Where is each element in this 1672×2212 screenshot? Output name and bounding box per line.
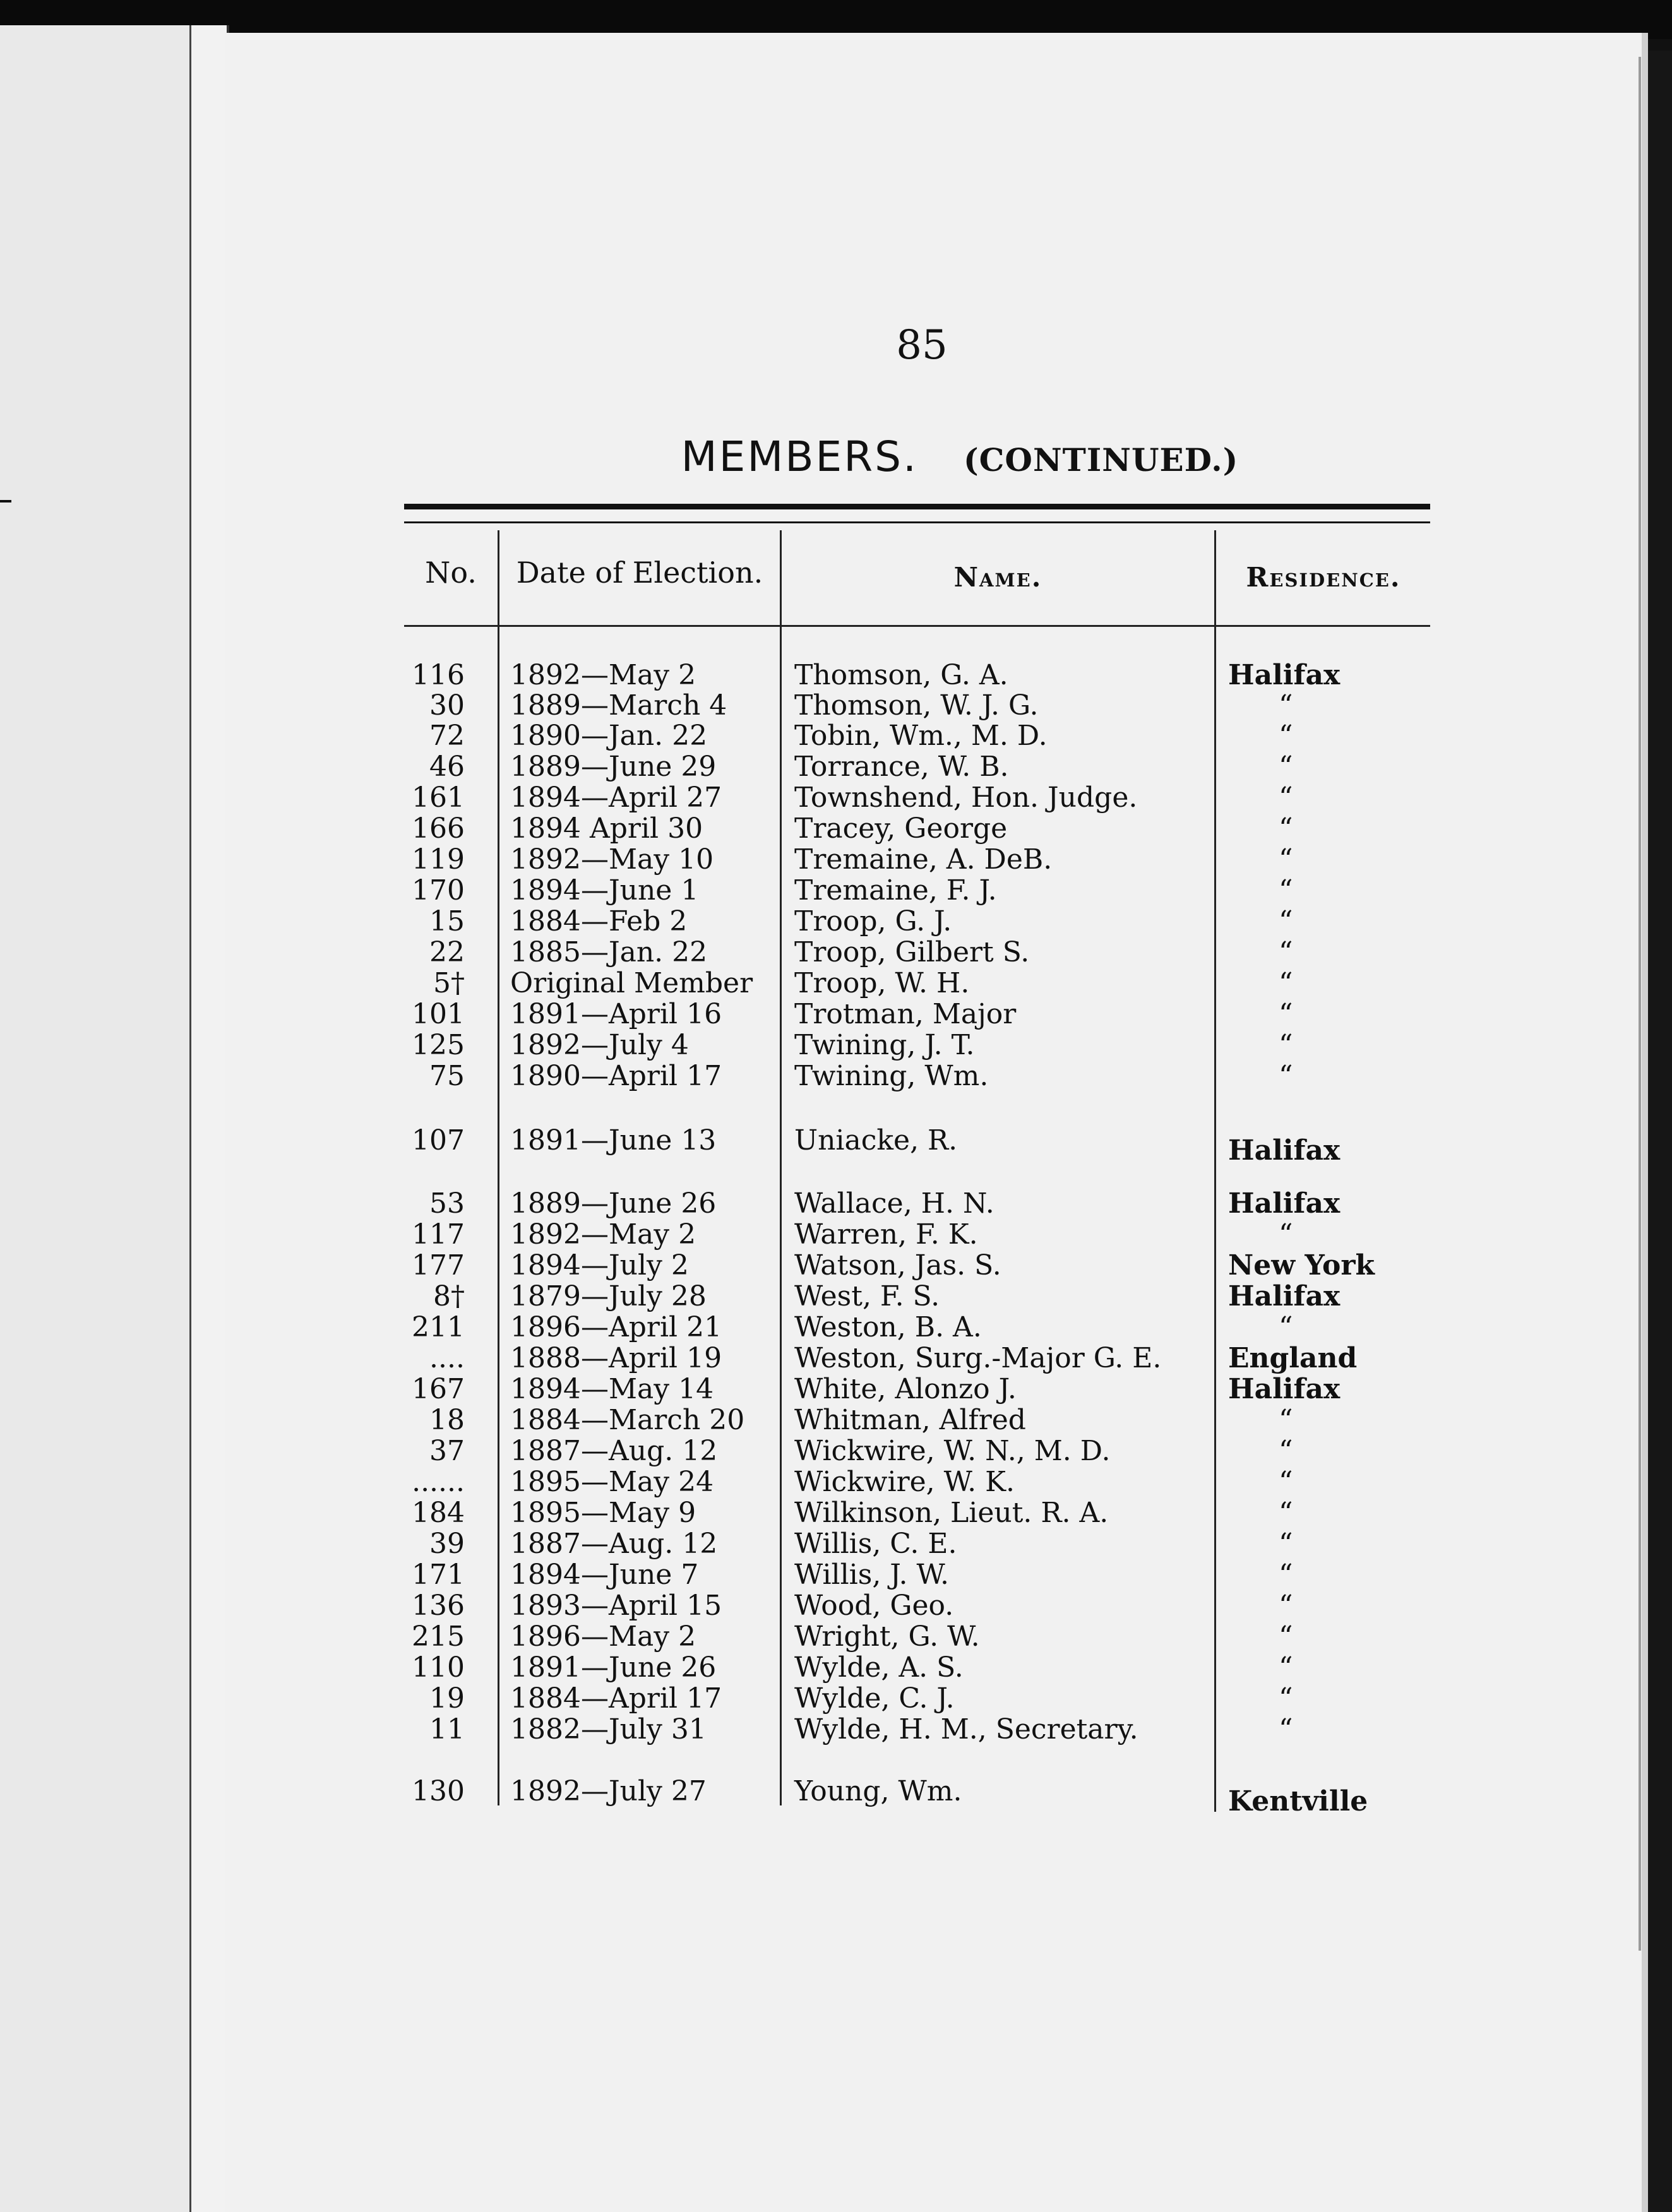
election-date: 1888—April 19 [510,1342,722,1374]
election-date: 1893—April 15 [510,1590,722,1622]
member-name: Townshend, Hon. Judge. [794,782,1138,814]
election-date: 1882—July 31 [510,1713,707,1745]
member-residence: “ [1279,1651,1293,1684]
table-row [0,1281,1421,1312]
table-row [0,1497,1421,1529]
member-number: 161 [412,782,465,814]
member-residence: Halifax [1228,1187,1341,1220]
member-number: 5† [433,967,465,999]
table-row [0,782,1421,814]
member-residence: “ [1279,1528,1293,1560]
table-row [0,1621,1421,1653]
table-row [0,813,1421,845]
member-residence: “ [1279,874,1293,907]
election-date: 1894—June 1 [510,874,699,907]
member-number: 18 [429,1404,465,1436]
table-row [0,1124,1421,1167]
member-name: Tracey, George [794,812,1008,845]
column-header-rule [404,625,1430,627]
member-name: Twining, J. T. [794,1029,975,1061]
member-number: 46 [429,751,465,783]
table-row [0,751,1421,783]
member-number: 22 [429,936,465,968]
member-name: Wilkinson, Lieut. R. A. [794,1497,1109,1529]
table-row [0,968,1421,999]
member-number: 15 [429,905,465,937]
member-number: 177 [412,1249,465,1281]
title-text: MEMBERS. [681,432,918,481]
member-number: 184 [412,1497,465,1529]
table-row [0,1652,1421,1684]
member-name: Whitman, Alfred [794,1404,1026,1436]
member-residence: New York [1228,1249,1375,1281]
table-row [0,1061,1421,1092]
header-no: No. [425,556,477,590]
member-name: Wallace, H. N. [794,1187,994,1220]
member-name: Troop, Gilbert S. [794,936,1030,968]
member-number: 119 [412,843,465,876]
table-row [0,999,1421,1030]
member-residence: “ [1279,1060,1293,1092]
member-number: 101 [412,998,465,1030]
header-rule-thick [404,504,1430,509]
member-name: Weston, Surg.-Major G. E. [794,1342,1162,1374]
member-residence: “ [1279,998,1293,1030]
election-date: 1889—June 29 [510,751,717,783]
member-residence: “ [1279,1590,1293,1622]
member-number: 37 [429,1435,465,1467]
member-residence: Halifax [1228,1373,1341,1405]
member-residence: “ [1279,1029,1293,1061]
election-date: 1884—Feb 2 [510,905,688,937]
member-number: 215 [412,1620,465,1653]
election-date: 1887—Aug. 12 [510,1435,718,1467]
member-name: Willis, J. W. [794,1559,950,1591]
election-date: 1895—May 24 [510,1466,714,1498]
election-date: 1890—April 17 [510,1060,722,1092]
member-name: Troop, G. J. [794,905,952,937]
member-number: 211 [412,1311,465,1343]
member-residence: “ [1279,1466,1293,1498]
member-number: 19 [429,1682,465,1715]
member-number: 53 [429,1187,465,1220]
table-row [0,1466,1421,1498]
member-number: 125 [412,1029,465,1061]
table-row [0,1528,1421,1560]
member-residence: Halifax [1228,1280,1341,1312]
member-name: Tremaine, F. J. [794,874,997,907]
member-residence: “ [1279,812,1293,845]
member-name: Trotman, Major [794,998,1017,1030]
member-residence: “ [1279,751,1293,783]
election-date: 1894—April 27 [510,782,722,814]
table-row [0,1312,1421,1343]
election-date: 1891—June 13 [510,1124,717,1157]
member-number: 170 [412,874,465,907]
member-residence: “ [1279,1682,1293,1715]
member-residence: “ [1279,1559,1293,1591]
member-residence: “ [1279,1497,1293,1529]
member-number: 8† [433,1280,465,1312]
member-residence: “ [1279,1620,1293,1653]
election-date: 1889—March 4 [510,689,727,722]
table-row [0,875,1421,907]
member-name: Wood, Geo. [794,1590,954,1622]
member-residence: Halifax [1228,1134,1341,1167]
member-name: Thomson, G. A. [794,659,1008,691]
table-row [0,660,1421,691]
member-name: Tobin, Wm., M. D. [794,720,1048,752]
member-name: White, Alonzo J. [794,1373,1017,1405]
member-residence: “ [1279,967,1293,999]
member-name: Warren, F. K. [794,1218,978,1251]
member-name: Thomson, W. J. G. [794,689,1039,722]
table-row [0,1188,1421,1220]
election-date: 1889—June 26 [510,1187,717,1220]
member-residence: “ [1279,689,1293,722]
table-row [0,937,1421,968]
table-row [0,690,1421,722]
member-residence: “ [1279,1713,1293,1745]
member-residence: “ [1279,782,1293,814]
table-row [0,1559,1421,1591]
member-residence: Halifax [1228,659,1341,691]
table-row [0,1405,1421,1436]
member-number: 39 [429,1528,465,1560]
member-name: Wylde, A. S. [794,1651,964,1684]
table-row [0,1590,1421,1622]
member-residence: “ [1279,1435,1293,1467]
member-residence: “ [1279,1311,1293,1343]
table-row [0,1250,1421,1281]
election-date: 1885—Jan. 22 [510,936,708,968]
table-row [0,1374,1421,1405]
member-number: 117 [412,1218,465,1251]
header-residence: Residence. [1246,562,1401,593]
table-row [0,1775,1421,1817]
election-date: 1892—July 4 [510,1029,689,1061]
member-number: 11 [429,1713,465,1745]
member-number: 72 [429,720,465,752]
page-edge [1639,57,1641,1951]
table-row [0,720,1421,752]
election-date: 1894—May 14 [510,1373,714,1405]
table-row [0,1219,1421,1251]
election-date: 1890—Jan. 22 [510,720,708,752]
member-number: 30 [429,689,465,722]
member-name: Wickwire, W. K. [794,1466,1015,1498]
header-rule-thin [404,521,1430,523]
member-name: Wright, G. W. [794,1620,980,1653]
header-date: Date of Election. [516,556,763,590]
page-title [568,432,1351,481]
election-date: 1894—July 2 [510,1249,689,1281]
member-name: Twining, Wm. [794,1060,989,1092]
member-name: Young, Wm. [794,1775,962,1807]
election-date: 1892—May 2 [510,1218,696,1251]
member-number: 136 [412,1590,465,1622]
member-residence: “ [1279,720,1293,752]
member-number: 171 [412,1559,465,1591]
election-date: 1892—July 27 [510,1775,707,1807]
member-residence: “ [1279,936,1293,968]
member-residence: “ [1279,843,1293,876]
member-name: Wylde, C. J. [794,1682,955,1715]
election-date: 1887—Aug. 12 [510,1528,718,1560]
member-name: Torrance, W. B. [794,751,1009,783]
election-date: Original Member [510,967,753,999]
member-name: Uniacke, R. [794,1124,958,1157]
title-continued: (CONTINUED.) [963,441,1239,479]
election-date: 1896—May 2 [510,1620,696,1653]
member-name: West, F. S. [794,1280,940,1312]
table-row [0,1683,1421,1715]
member-number: 167 [412,1373,465,1405]
member-residence: England [1228,1342,1358,1374]
member-name: Watson, Jas. S. [794,1249,1001,1281]
table-row [0,1343,1421,1374]
member-name: Tremaine, A. DeB. [794,843,1053,876]
member-name: Troop, W. H. [794,967,970,999]
member-number: 130 [412,1775,465,1807]
table-row [0,1436,1421,1467]
election-date: 1884—March 20 [510,1404,745,1436]
table-row [0,1030,1421,1061]
election-date: 1896—April 21 [510,1311,722,1343]
member-number: ...... [412,1466,465,1498]
member-residence: Kentville [1228,1785,1368,1817]
table-row [0,1714,1421,1745]
member-number: 75 [429,1060,465,1092]
page-number: 85 [896,322,948,369]
election-date: 1892—May 10 [510,843,714,876]
table-row [0,844,1421,876]
member-number: 110 [412,1651,465,1684]
election-date: 1894—June 7 [510,1559,699,1591]
member-name: Wylde, H. M., Secretary. [794,1713,1138,1745]
member-number: 166 [412,812,465,845]
election-date: 1879—July 28 [510,1280,707,1312]
member-name: Wickwire, W. N., M. D. [794,1435,1111,1467]
election-date: 1895—May 9 [510,1497,696,1529]
header-name: Name. [953,562,1042,593]
member-name: Willis, C. E. [794,1528,957,1560]
member-number: 107 [412,1124,465,1157]
table-row [0,906,1421,937]
member-number: 116 [412,659,465,691]
election-date: 1892—May 2 [510,659,696,691]
election-date: 1891—April 16 [510,998,722,1030]
election-date: 1891—June 26 [510,1651,717,1684]
member-residence: “ [1279,905,1293,937]
election-date: 1884—April 17 [510,1682,722,1715]
member-name: Weston, B. A. [794,1311,982,1343]
election-date: 1894 April 30 [510,812,703,845]
member-number: .... [429,1342,465,1374]
member-residence: “ [1279,1404,1293,1436]
member-residence: “ [1279,1218,1293,1251]
